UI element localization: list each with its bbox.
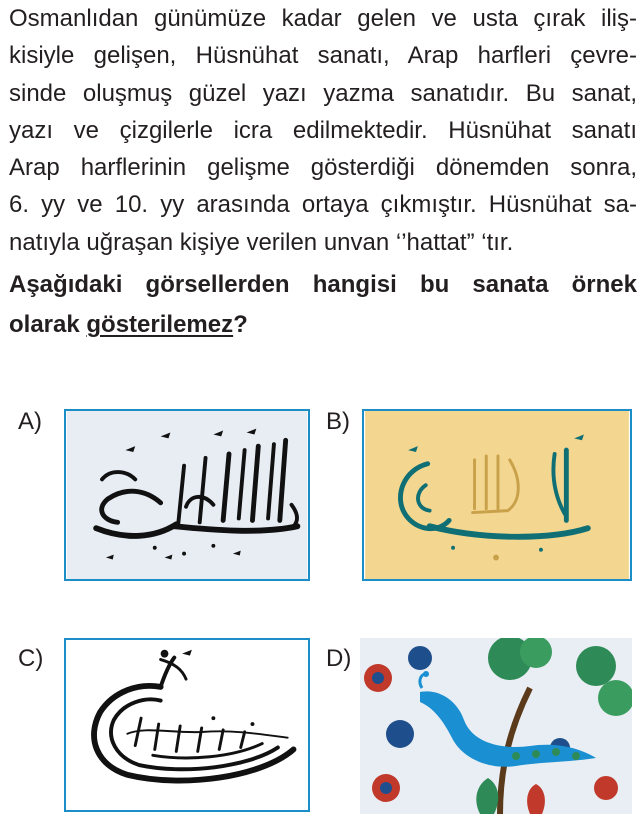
option-b-label: B) bbox=[326, 408, 350, 435]
option-b-image[interactable] bbox=[362, 409, 632, 581]
question-emphasis: gösterilemez bbox=[86, 311, 234, 338]
paragraph-line: Arap harflerinin gelişme gösterdiği dönemden sonra, bbox=[9, 154, 637, 182]
question-mark: ? bbox=[233, 311, 248, 338]
iznik-tile-peacock-icon bbox=[360, 638, 632, 814]
paragraph-line: kisiyle gelişen, Hüsnühat sanatı, Arap harfleri çevre- bbox=[9, 42, 637, 70]
paragraph-line: 6. yy ve 10. yy arasında ortaya çıkmıştır. Hüsnühat sa- bbox=[9, 191, 637, 219]
option-c-image[interactable] bbox=[64, 638, 310, 812]
paragraph-line: Osmanlıdan günümüze kadar gelen ve usta çırak iliş- bbox=[9, 5, 637, 32]
paragraph-line: yazı ve çizgilerle icra edilmektedir. Hüsnühat sanatı bbox=[9, 116, 637, 144]
calligraphy-basmala-black-icon bbox=[66, 411, 308, 579]
question-line bbox=[9, 305, 637, 345]
question-prefix: olarak bbox=[9, 311, 87, 338]
option-a-image[interactable] bbox=[64, 409, 310, 581]
question-text bbox=[9, 265, 637, 345]
option-d-label: D) bbox=[326, 645, 352, 672]
question-line: Aşağıdaki görsellerden hangisi bu sanata örnek bbox=[9, 271, 637, 298]
option-c-label: C) bbox=[18, 645, 44, 672]
option-d-image[interactable] bbox=[360, 638, 632, 814]
intro-paragraph bbox=[9, 0, 637, 261]
paragraph-line: natıyla uğraşan kişiye verilen unvan ‘’hattat” ‘tır. bbox=[9, 228, 514, 256]
paragraph-line: sinde oluşmuş güzel yazı yazma sanatıdır. Bu sanat, bbox=[9, 79, 637, 107]
calligraphy-basmala-teal-icon bbox=[364, 411, 630, 579]
option-a-label: A) bbox=[18, 408, 42, 435]
calligraphy-boat-icon bbox=[66, 640, 308, 810]
